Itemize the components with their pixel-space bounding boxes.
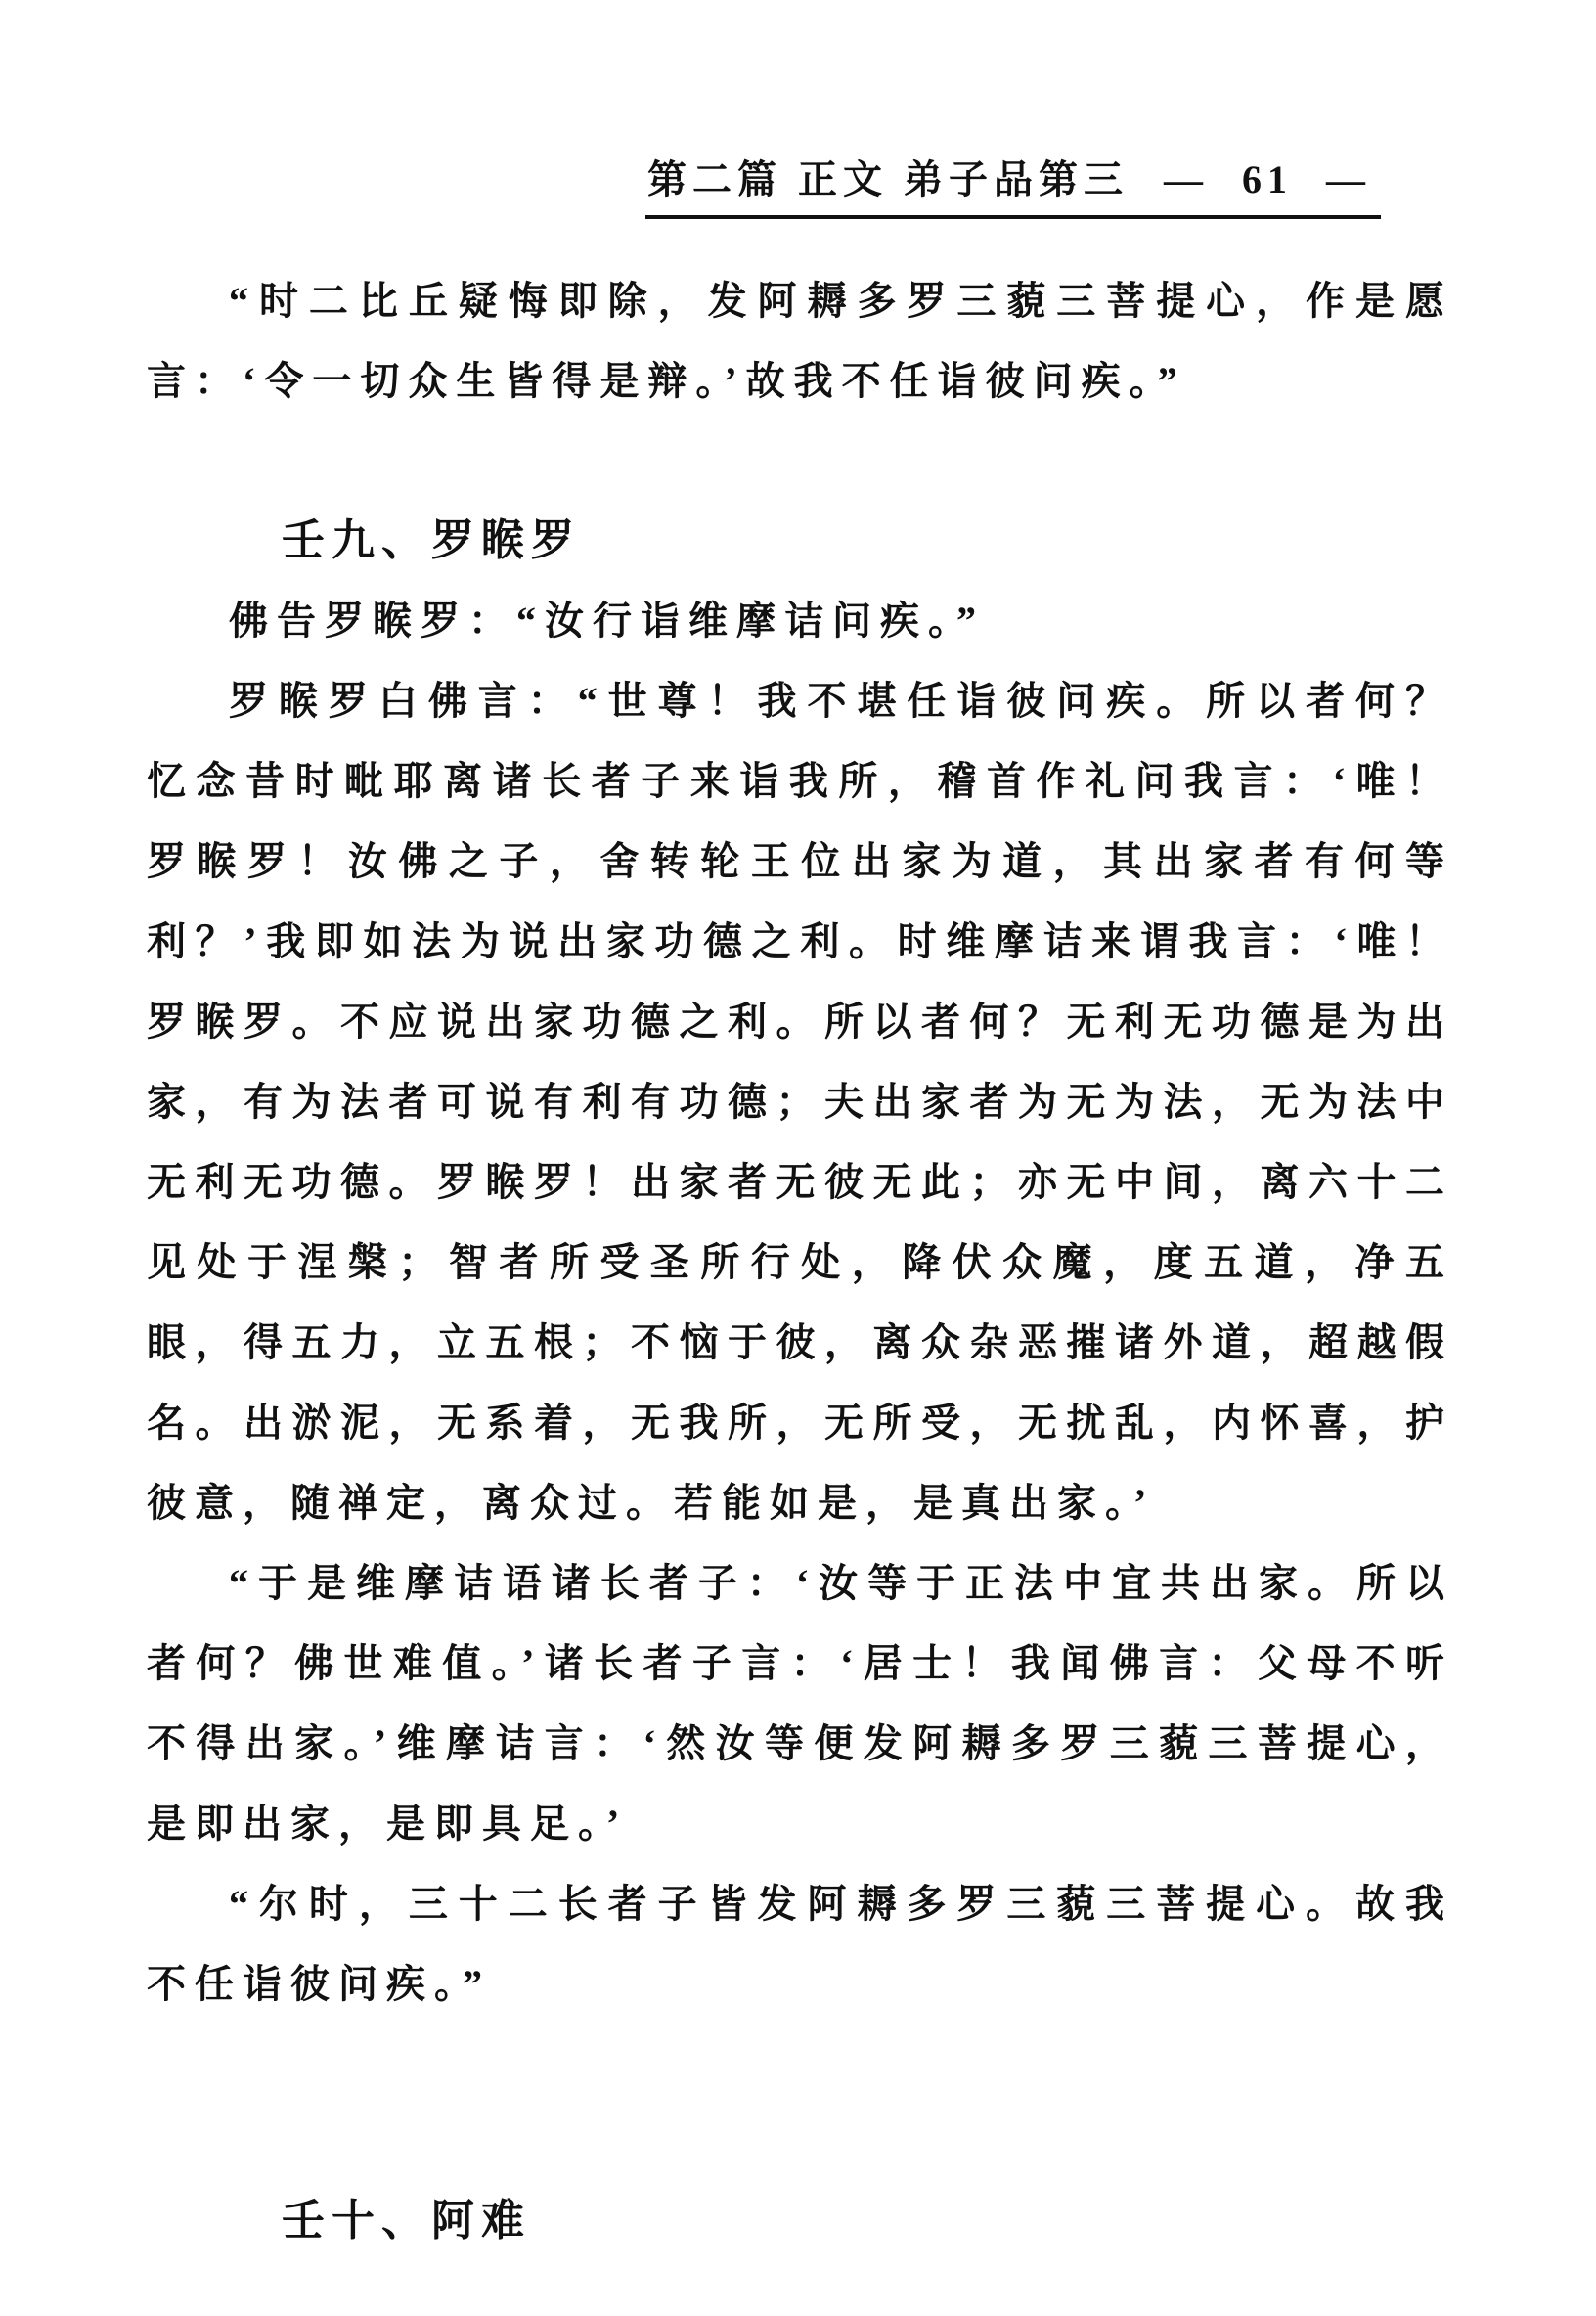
running-head-title: 第二篇 正文 弟子品第三 — [647, 157, 1129, 201]
running-head — [645, 156, 1381, 219]
paragraph-buddha-tells-rahula: 佛告罗睺罗：“汝行诣维摩诘问疾。” — [229, 599, 985, 643]
section-heading-rahula: 壬九、罗睺罗 — [282, 516, 581, 564]
running-head-dash-right: — — [1326, 157, 1371, 201]
paragraph-rahula-reply: 罗睺罗白佛言：“世尊！我不堪任诣彼问疾。所以者何？忆念昔时毗耶离诸长者子来诣我所，稽首作礼问我言：‘唯！罗睺罗！汝佛之子，舍转轮王位出家为道，其出家者有何等利？’我即如法为说出家功德之利。时维摩诘来谓我言：‘唯！罗睺罗。不应说出家功德之利。所以者何？无利无功德是为出家，有为法者可说有利有功德；夫出家者为无为法，无为法中无利无功德。罗睺罗！出家者无彼无此；亦无中间，离六十二见处于涅槃；智者所受圣所行处，降伏众魔，度五道，净五眼，得五力，立五根；不恼于彼，离众杂恶摧诸外道，超越假名。出淤泥，无系着，无我所，无所受，无扰乱，内怀喜，护彼意，随禅定，离众过。若能如是，是真出家。’ — [147, 679, 1453, 1525]
paragraph-vimalakirti-urges-renunciation: “于是维摩诘语诸长者子：‘汝等于正法中宜共出家。所以者何？佛世难值。’诸长者子言：‘居士！我闻佛言：父母不听不得出家。’维摩诘言：‘然汝等便发阿耨多罗三藐三菩提心，是即出家，是即具足。’ — [147, 1561, 1453, 1846]
paragraph-bhikshus-doubt-resolved: “时二比丘疑悔即除，发阿耨多罗三藐三菩提心，作是愿言：‘令一切众生皆得是辩。’故我不任诣彼问疾。” — [147, 279, 1453, 403]
paragraph-thirty-two-sons-bodhicitta: “尔时，三十二长者子皆发阿耨多罗三藐三菩提心。故我不任诣彼问疾。” — [147, 1882, 1453, 2006]
section-heading-ananda: 壬十、阿难 — [282, 2197, 531, 2245]
page-body — [147, 261, 1453, 2261]
page-number: 61 — [1242, 157, 1293, 201]
running-head-dash-left: — — [1164, 157, 1209, 201]
